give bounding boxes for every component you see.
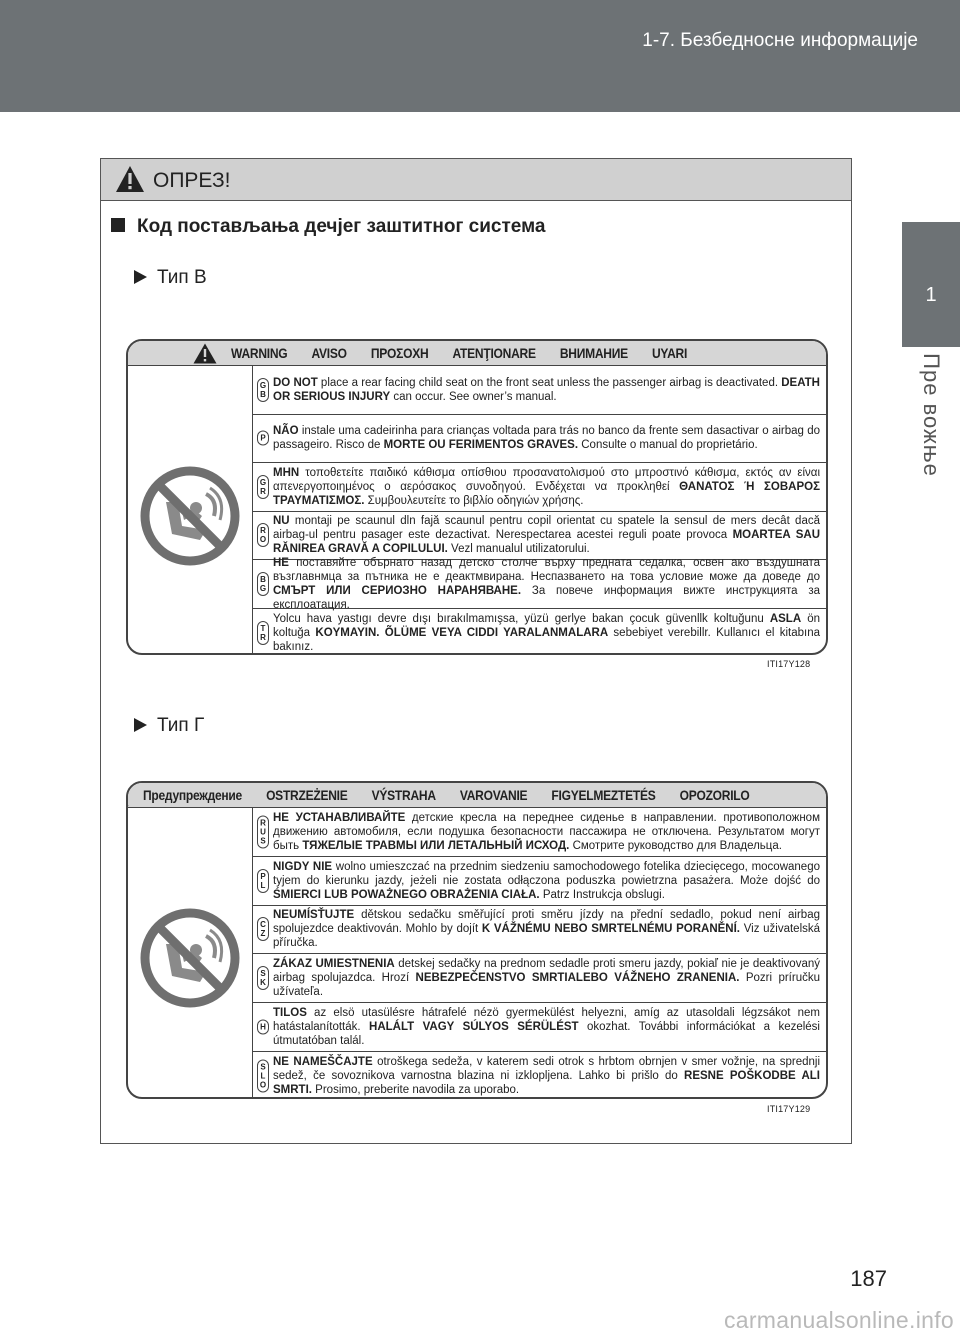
lang-warning: ΠΡΟΣΟΧΗ (370, 345, 429, 361)
warning-text-body: Смотрите руководство для Владельца. (569, 839, 782, 852)
warning-text (273, 466, 820, 508)
warning-text (273, 612, 820, 654)
country-code-letter: G (259, 477, 267, 487)
warning-text-body: place a rear facing child seat on the front seat unless the passenger airbag is deactivated. (317, 376, 782, 389)
label-languages (231, 345, 687, 361)
lang-warning: VÝSTRAHA (371, 787, 437, 803)
warning-text-body: instale uma cadeirinha para crianças voltada para trás no banco da frente sem dasactivar o airbag do passageiro. Risco de (273, 425, 820, 452)
warning-text-emphasis: NÃO (273, 425, 299, 438)
warning-text-emphasis: TILOS (273, 1007, 307, 1020)
country-code-letter: R (260, 486, 266, 496)
warning-text-body: az elsö utasülésre hátrafelé nézö gyermekülést helyezni, amíg az utasoldali légzsákot nem hatástalanították. (273, 1007, 820, 1034)
country-code-letter: C (260, 920, 266, 930)
country-code-badge (257, 431, 269, 446)
warning-text-emphasis: HALÁLT VAGY SÚLYOS SÉRÜLÉST (369, 1021, 579, 1034)
warning-text (273, 376, 820, 404)
type-g-label: Тип Г (157, 715, 205, 736)
lang-warning: OSTRZEŻENIE (266, 787, 348, 803)
country-code-letter: R (260, 632, 266, 642)
warning-text-emphasis: RESNE POŠKODBE ALI SMRTI. (273, 1070, 820, 1097)
country-code-letter: P (260, 433, 266, 443)
warning-text-body: Yolcu hava yastıgı devre dışı bırakılmamışsa, yüzü gerlye bakan çocuk güvenllk koltuğunu (273, 612, 770, 625)
country-code-badge (257, 1060, 269, 1093)
warning-triangle-icon (193, 343, 217, 364)
label-languages (143, 787, 750, 803)
label-row (253, 512, 826, 561)
warning-text-emphasis: KOYMAYIN. ÕLÜME VEYA CIDDI YARALANMALARA (315, 626, 609, 639)
warning-text-body: ön koltuğa (273, 612, 820, 639)
country-code-letter: L (260, 880, 266, 890)
warning-text-body: wolno umieszczać na przednim siedzeniu samochodowego fotelika dziecięcego, mocowanego tyjem do kierunku jazdy, jeżeli nie zostata odłączona poduszka powietrzna pasażera. Może dojść do (273, 860, 820, 887)
warning-text-emphasis: ASLA (769, 612, 802, 625)
warning-text-emphasis: NU (273, 515, 290, 528)
page-header-bar (0, 0, 960, 112)
page-number: 187 (850, 1266, 887, 1291)
chapter-label-text: Пре вожње (919, 352, 944, 477)
figure-code: ITI17Y128 (767, 659, 811, 669)
country-code-letter: G (259, 380, 267, 390)
figure-code: ITI17Y129 (767, 1104, 811, 1114)
arrow-right-icon (134, 718, 147, 732)
warning-text-emphasis: DEATH OR SERIOUS INJURY (273, 376, 820, 403)
warning-text-emphasis: ТЯЖЕЛЫЕ ТРАВМЫ ИЛИ ЛЕТАЛЬНЫЙ ИСХОД. (302, 839, 570, 852)
warning-text-body: Consulte o manual do proprietário. (578, 439, 758, 452)
warning-text (273, 1006, 820, 1048)
country-code-letter: L (260, 1071, 266, 1081)
lang-warning: ВНИМАНИЕ (559, 345, 628, 361)
chapter-number: 1 (925, 284, 937, 306)
warning-text (273, 811, 820, 853)
warning-text-body: dětskou sedačku směřující proti směru jízdy na přední sedadlo, pokud není airbag spolujezdce deaktivován. Mohlo by dojít (273, 909, 820, 936)
warning-text (273, 908, 820, 950)
label-row (253, 808, 826, 857)
country-code-letter: S (260, 969, 266, 979)
airbag-warning-label-type-g (126, 781, 828, 1099)
label-header (128, 341, 826, 366)
country-code-badge (257, 869, 269, 893)
lang-warning: FIGYELMEZTETÉS (551, 787, 656, 803)
label-row (253, 906, 826, 955)
warning-text-emphasis: NEBEZPEČENSTVO SMRTIALEBO VÁŽNEHO ZRANENIA. (415, 972, 740, 985)
warning-text-emphasis: DO NOT (273, 376, 318, 389)
warning-text-body: Pozri príručku užívateľa. (273, 972, 820, 999)
warning-text-body: поставяйте обърнато назад детско столче върху предната седалка, освен ако въздушната възглавнмца за пътника не е деактмвирана. Неспазването на това условие може да доведе до (273, 556, 820, 583)
country-code-badge (257, 523, 269, 547)
warning-text-body: Patrz Instrukcja obslugi. (539, 888, 665, 901)
warning-text-body: can occur. See owner’s manual. (390, 390, 557, 403)
country-code-letter: B (260, 389, 266, 399)
warning-text-body: detskej sedačky na prednom sedadle proti smeru jazdy, pokiaľ nie je deaktivovaný airbag spolujazdca. Hrozí (273, 958, 820, 985)
warning-text-emphasis: NE NAMEŠČAJTE (273, 1056, 373, 1069)
label-header (128, 783, 826, 808)
warning-text (273, 514, 820, 556)
label-row (253, 366, 826, 415)
warning-text-body: За повече информация вижте инструкцията за експлоатация. (273, 584, 820, 611)
country-code-badge (257, 378, 269, 402)
label-row (253, 556, 826, 611)
subheading-text: Код постављања дечјег заштитног система (137, 216, 546, 237)
country-code-letter: R (260, 526, 266, 536)
lang-warning: UYARI (651, 345, 687, 361)
label-row (253, 1052, 826, 1099)
warning-text-body: Viz uživatelská příručka. (273, 923, 821, 950)
warning-text (273, 860, 820, 902)
country-code-badge (257, 621, 269, 645)
lang-warning: VAROVANIE (460, 787, 528, 803)
lang-warning: WARNING (230, 345, 288, 361)
country-code-letter: O (259, 1080, 267, 1090)
warning-text-emphasis: NEUMÍSŤUJTE (273, 909, 355, 922)
label-row (253, 857, 826, 906)
warning-text-body: montaji pe scaunul dln fajă scaunul pentru copil orientat cu spatele la sensul de mers decât dacă airbag-ul pentru pasager este dezactivat. Nerespectarea acestei reguli poate provoca (273, 515, 820, 542)
warning-triangle-icon (126, 785, 129, 806)
country-code-letter: S (260, 1062, 266, 1072)
lang-warning: OPOZORILO (679, 787, 750, 803)
no-rear-facing-child-seat-icon (138, 464, 242, 568)
lang-warning: AVISO (311, 345, 347, 361)
warning-text-body: Prosimo, preberite navodila za uporabo. (311, 1084, 520, 1097)
warning-text-emphasis: NIGDY NIE (273, 860, 333, 873)
chapter-label (902, 347, 960, 482)
caution-box (100, 158, 852, 1144)
country-code-letter: O (259, 535, 267, 545)
country-code-badge (257, 572, 269, 596)
country-code-letter: Z (260, 929, 266, 939)
label-row (253, 463, 826, 512)
country-code-badge (257, 1020, 269, 1035)
warning-text-emphasis: MORTE OU FERIMENTOS GRAVES. (383, 439, 579, 452)
country-code-badge (257, 966, 269, 990)
caution-title: ОПРЕЗ! (153, 169, 231, 192)
lang-warning: ATENŢIONARE (452, 345, 536, 361)
warning-text (273, 556, 820, 612)
country-code-letter: T (260, 623, 266, 633)
warning-text (273, 424, 820, 452)
warning-text-body: sebebiyet verebillr. Kullanıcı el kitabına bakınız. (273, 626, 821, 653)
warning-text-emphasis: ΘΑΝΑΤΟΣ Ή ΣΟΒΑΡΟΣ ΤΡΑΥΜΑΤΙΣΜΟΣ. (273, 480, 820, 507)
label-row (253, 1003, 826, 1052)
warning-text-emphasis: ΜΗΝ (273, 466, 300, 479)
country-code-letter: R (260, 818, 266, 828)
watermark: carmanualsonline.info (723, 1307, 954, 1333)
label-row (253, 415, 826, 464)
warning-text-emphasis: НЕ (273, 556, 289, 569)
warning-text-emphasis: ZÁKAZ UMIESTNENIA (273, 958, 395, 971)
lang-warning: Предупреждение (143, 787, 243, 803)
label-text-rows (253, 808, 826, 1097)
country-code-badge (257, 815, 269, 848)
warning-triangle-icon (115, 165, 145, 193)
country-code-letter: S (260, 836, 266, 846)
warning-text-emphasis: НЕ УСТАНАВЛИВАЙТЕ (273, 811, 406, 824)
type-g-heading (134, 715, 204, 737)
arrow-right-icon (134, 270, 147, 284)
warning-text-body: τοποθετείτε παιδικό κάθισμα οπίσθιου προσανατολισμού στο μπροστινό κάθισμα, εκτός αν είναι απενεργοποιημένος ο αερόσακος συνοδηγού. Ενδέχεται να προκληθεί (273, 466, 820, 493)
warning-text-emphasis: ŚMIERCI LUB POWAŻNEGO OBRAŻENIA CIAŁA. (273, 888, 540, 901)
warning-text (273, 1055, 820, 1097)
warning-text-emphasis: K VÁŽNÉMU NEBO SMRTELNÉMU PORANĚNÍ. (481, 923, 741, 936)
type-b-heading (134, 267, 207, 289)
no-rear-facing-child-seat-icon (138, 906, 242, 1010)
country-code-letter: B (260, 574, 266, 584)
warning-text (273, 957, 820, 999)
warning-text-body: Vezl manualul utilizatorului. (447, 543, 590, 556)
label-text-rows (253, 366, 826, 653)
label-row (253, 954, 826, 1003)
section-title: 1-7. Безбедносне информације (642, 30, 918, 51)
warning-text-body: okozhat. További információkat a kezelési útmutatóban talál. (273, 1021, 820, 1048)
type-b-label: Тип В (157, 267, 207, 288)
country-code-letter: U (260, 827, 266, 837)
warning-text-body: otroškega sedeža, v katerem sedi otrok s hrbtom obrnjen v smer vožnje, na sprednji sedež, če sovoznikova varnostna blazina ni izklopljena. Lahko bi prišlo do (273, 1056, 820, 1083)
airbag-warning-label-type-b (126, 339, 828, 655)
country-code-letter: G (259, 583, 267, 593)
subheading (111, 216, 545, 238)
warning-text-emphasis: MOARTEA SAU RĂNIREA GRAVĂ A COPILULUI. (273, 529, 820, 556)
country-code-letter: K (260, 978, 266, 988)
pictogram-column (128, 808, 253, 1097)
label-row (253, 609, 826, 656)
country-code-badge (257, 475, 269, 499)
warning-text-body: Συμβουλευτείτε το βιβλίο οδηγιών χρήσης. (364, 494, 584, 507)
pictogram-column (128, 366, 253, 653)
caution-header (101, 159, 851, 201)
country-code-letter: P (260, 871, 266, 881)
warning-text-body: детские кресла на переднее сиденье в направлении. противоположном движению автомобиля, если подушка безопасности пассажира не отключена. Результатом могут быть (273, 811, 820, 852)
country-code-letter: H (260, 1022, 266, 1032)
square-bullet-icon (111, 218, 125, 232)
warning-text-emphasis: СМЪРТ ИЛИ СЕРИОЗНО НАРАНЯВАНЕ. (273, 584, 522, 597)
country-code-badge (257, 917, 269, 941)
